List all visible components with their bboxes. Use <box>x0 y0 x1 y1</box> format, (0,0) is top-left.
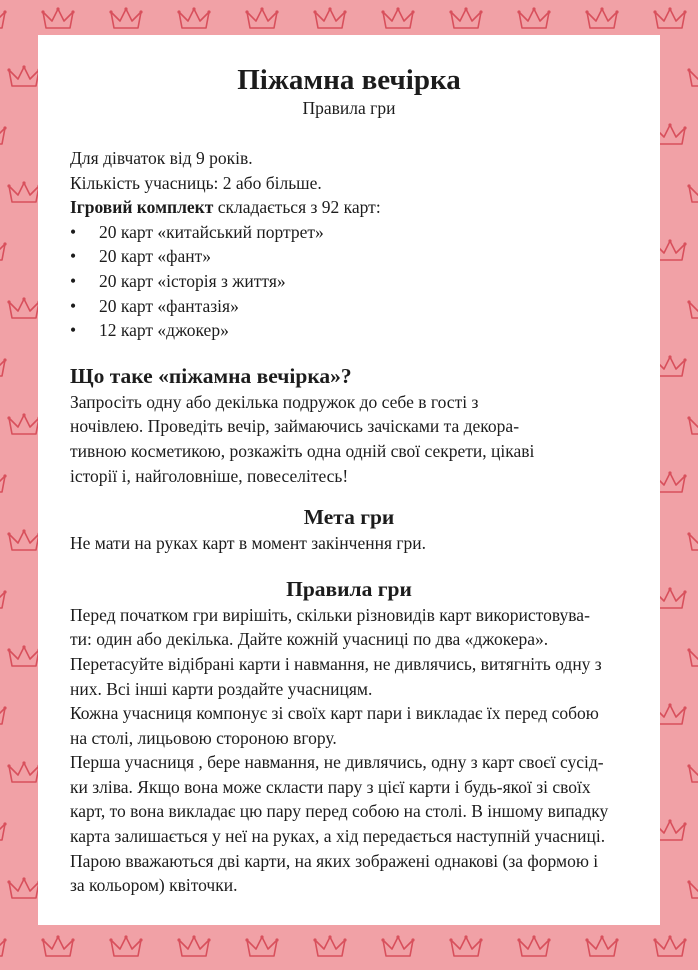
what-is-heading: Що таке «піжамна вечірка»? <box>70 363 352 388</box>
goal-heading: Мета гри <box>303 505 395 530</box>
text-line: карт, то вона викладає цю пару перед собою на столі. В іншому випадку <box>70 801 609 822</box>
crown-icon <box>109 935 142 956</box>
crown-icon <box>653 7 686 28</box>
text-line: тивною косметикою, розкажіть одна одній свої секрети, цікаві <box>70 440 535 461</box>
crown-icon <box>7 529 40 550</box>
crown-icon <box>687 65 698 86</box>
crown-icon <box>177 7 210 28</box>
age-info: Для дівчаток від 9 років. <box>70 148 253 168</box>
crown-icon <box>0 355 7 376</box>
crown-icon <box>687 877 698 898</box>
crown-icon <box>687 761 698 782</box>
crown-icon <box>7 65 40 86</box>
crown-icon <box>313 935 346 956</box>
crown-icon <box>0 587 7 608</box>
crown-icon <box>0 239 7 260</box>
crown-icon <box>687 297 698 318</box>
card-list-item: • 20 карт «китайський портрет» <box>70 220 628 245</box>
text-line: на столі, лицьовою стороною вгору. <box>70 727 337 748</box>
crown-icon <box>381 935 414 956</box>
crown-icon <box>7 761 40 782</box>
kit-info <box>70 195 628 220</box>
text-line: Перша учасниця , бере навмання, не дивлячись, одну з карт своєї сусід- <box>70 752 604 773</box>
kit-label: Ігровий комплект <box>70 197 214 218</box>
text-line: ти: один або декілька. Дайте кожній учасниці по два «джокера». <box>70 629 549 650</box>
crown-icon <box>0 7 7 28</box>
goal-text: Не мати на руках карт в момент закінчення гри. <box>70 533 427 554</box>
crown-icon <box>517 7 550 28</box>
crown-icon <box>0 703 7 724</box>
text-line: Кожна учасниця компонує зі своїх карт пари і викладає їх перед собою <box>70 703 599 724</box>
kit-text: складається з 92 карт: <box>213 197 381 218</box>
crown-icon <box>109 7 142 28</box>
what-is-text <box>70 390 628 488</box>
page-subtitle: Правила гри <box>302 98 396 118</box>
crown-icon <box>381 7 414 28</box>
crown-icon <box>245 7 278 28</box>
card-list-item: • 20 карт «фантазія» <box>70 294 628 319</box>
text-line: історії і, найголовніше, повеселітесь! <box>70 465 349 486</box>
crown-icon <box>0 935 7 956</box>
crown-icon <box>245 935 278 956</box>
crown-icon <box>585 935 618 956</box>
crown-icon <box>7 297 40 318</box>
text-line: них. Всі інші карти роздайте учасницям. <box>70 678 373 699</box>
crown-icon <box>7 181 40 202</box>
crown-icon <box>177 935 210 956</box>
text-line: Парою вважаються дві карти, на яких зображені однакові (за формою і <box>70 850 599 871</box>
crown-icon <box>7 877 40 898</box>
rules-text <box>70 603 628 898</box>
crown-icon <box>585 7 618 28</box>
crown-icon <box>449 935 482 956</box>
crown-icon <box>7 645 40 666</box>
crown-icon <box>41 7 74 28</box>
rules-heading: Правила гри <box>286 576 412 601</box>
text-line: Перетасуйте відібрані карти і навмання, не дивлячись, витягніть одну з <box>70 653 602 674</box>
crown-icon <box>449 7 482 28</box>
rules-page <box>38 35 660 925</box>
crown-icon <box>517 935 550 956</box>
crown-icon <box>41 935 74 956</box>
crown-icon <box>687 529 698 550</box>
crown-icon <box>687 181 698 202</box>
text-line: карта залишається у неї на руках, а хід передається наступній учасниці. <box>70 826 606 847</box>
crown-icon <box>7 413 40 434</box>
crown-icon <box>313 7 346 28</box>
crown-icon <box>0 123 7 144</box>
card-list <box>70 220 628 343</box>
text-line: Перед початком гри вирішіть, скільки різновидів карт використовува- <box>70 604 590 625</box>
players-info: Кількість учасниць: 2 або більше. <box>70 172 322 193</box>
text-line: за кольором) квіточки. <box>70 875 238 896</box>
crown-icon <box>0 471 7 492</box>
page-title: Піжамна вечірка <box>237 64 461 96</box>
card-list-item: • 20 карт «історія з життя» <box>70 269 628 294</box>
text-line: ночівлею. Проведіть вечір, займаючись зачісками та декора- <box>70 416 520 437</box>
text-line: Запросіть одну або декілька подружок до себе в гості з <box>70 391 479 412</box>
crown-icon <box>653 935 686 956</box>
crown-icon <box>687 645 698 666</box>
crown-icon <box>0 819 7 840</box>
crown-icon <box>687 413 698 434</box>
text-line: ки зліва. Якщо вона може скласти пару з цієї карти і будь-якої зі своїх <box>70 776 591 797</box>
card-list-item: • 20 карт «фант» <box>70 244 628 269</box>
card-list-item: • 12 карт «джокер» <box>70 318 628 343</box>
